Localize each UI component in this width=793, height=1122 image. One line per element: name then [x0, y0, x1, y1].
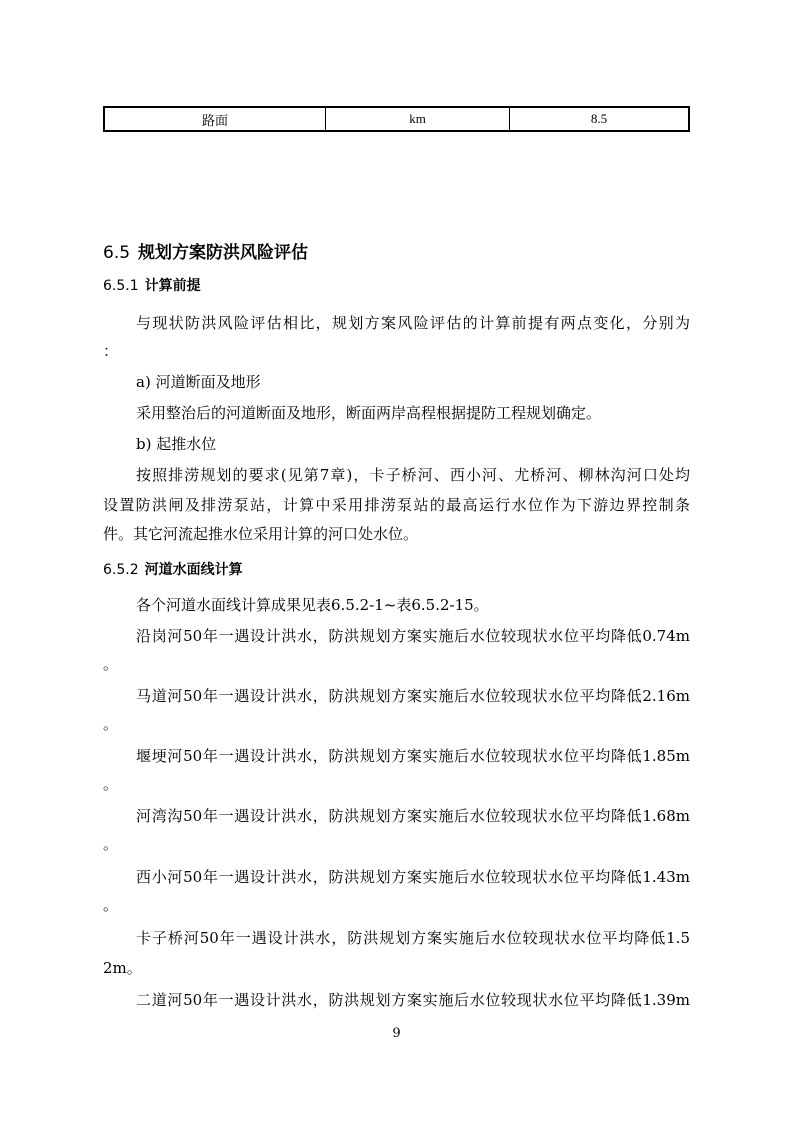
result-line-end: 。 — [103, 775, 119, 793]
subsection-number: 6.5.1 — [103, 278, 139, 294]
page-number: 9 — [392, 1026, 401, 1041]
table-cell: 路面 — [104, 107, 326, 131]
paragraph-line: 各个河道水面线计算成果见表6.5.2-1~表6.5.2-15。 — [136, 596, 489, 614]
paragraph-line: ： — [103, 342, 119, 360]
section-heading — [103, 238, 308, 263]
table-cell: 8.5 — [510, 107, 690, 131]
result-line: 堰埂河50年一遇设计洪水，防洪规划方案实施后水位较现状水位平均降低1.85m — [136, 747, 690, 765]
paragraph-line: 与现状防洪风险评估相比，规划方案风险评估的计算前提有两点变化，分别为 — [136, 314, 690, 332]
subsection-title: 计算前提 — [144, 278, 201, 294]
section-title: 规划方案防洪风险评估 — [138, 243, 309, 263]
result-line: 河湾沟50年一遇设计洪水，防洪规划方案实施后水位较现状水位平均降低1.68m — [136, 807, 690, 825]
result-line-end: 。 — [103, 835, 119, 853]
subsection-number: 6.5.2 — [103, 562, 139, 578]
result-line-end: 。 — [103, 896, 119, 914]
paragraph-line: 采用整治后的河道断面及地形，断面两岸高程根据提防工程规划确定。 — [136, 404, 602, 422]
result-line: 卡子桥河50年一遇设计洪水，防洪规划方案实施后水位较现状水位平均降低1.5 — [136, 929, 690, 947]
paragraph-line: 设置防洪闸及排涝泵站，计算中采用排涝泵站的最高运行水位作为下游边界控制条 — [103, 496, 690, 514]
paragraph-line: 按照排涝规划的要求(见第7章)，卡子桥河、西小河、尤桥河、柳林沟河口处均 — [136, 466, 690, 484]
subsection-heading — [103, 559, 243, 579]
table-fragment — [103, 106, 690, 132]
result-line: 沿岗河50年一遇设计洪水，防洪规划方案实施后水位较现状水位平均降低0.74m — [136, 627, 690, 645]
subsection-heading — [103, 275, 201, 295]
result-line: 西小河50年一遇设计洪水，防洪规划方案实施后水位较现状水位平均降低1.43m — [136, 868, 690, 886]
result-line-end: 。 — [103, 655, 119, 673]
section-number: 6.5 — [103, 243, 131, 263]
list-item-a: a) 河道断面及地形 — [136, 373, 261, 391]
result-line-end: 2m。 — [103, 959, 142, 977]
table-row — [104, 107, 689, 131]
table-cell: km — [326, 107, 510, 131]
subsection-title: 河道水面线计算 — [144, 562, 243, 578]
result-line: 马道河50年一遇设计洪水，防洪规划方案实施后水位较现状水位平均降低2.16m — [136, 687, 690, 705]
paragraph-line: 件。其它河流起推水位采用计算的河口处水位。 — [103, 525, 419, 543]
result-line-end: 。 — [103, 715, 119, 733]
result-line: 二道河50年一遇设计洪水，防洪规划方案实施后水位较现状水位平均降低1.39m — [136, 991, 690, 1009]
list-item-b: b) 起推水位 — [136, 435, 217, 453]
